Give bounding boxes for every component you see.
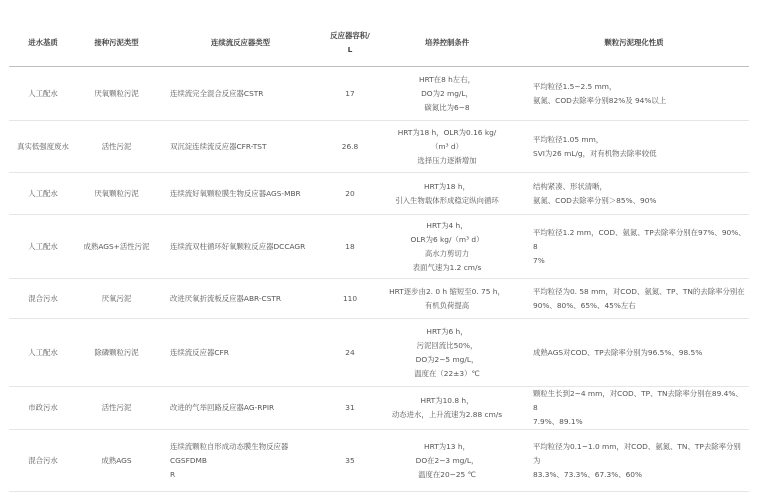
cell-matrix: 人工配水 xyxy=(9,215,77,279)
condition-line: HRT为13 h， xyxy=(424,441,470,451)
condition-line: （m³ d） xyxy=(431,141,463,151)
property-line: 平均粒径1.5~2.5 mm， xyxy=(533,81,617,91)
cell-sludge: 成熟AGS+活性污泥 xyxy=(77,215,156,279)
property-line: 平均粒径1.2 mm，COD、氨氮、TP去除率分别在97%、90%、8 xyxy=(533,227,746,251)
property-line: 7.9%、89.1% xyxy=(533,417,583,426)
cell-properties xyxy=(519,279,749,319)
cell-conditions xyxy=(375,319,519,387)
reactor-line: 连续流好氧颗粒膜生物反应器AGS-MBR xyxy=(170,188,301,198)
condition-line: DO在2~3 mg/L， xyxy=(415,455,479,465)
data-table xyxy=(9,20,749,492)
cell-conditions xyxy=(375,121,519,173)
table-row xyxy=(9,67,749,121)
table-row xyxy=(9,173,749,215)
cell-volume: 110 xyxy=(325,279,375,319)
reactor-line: 连续流反应器CFR xyxy=(170,347,229,357)
cell-reactor xyxy=(156,387,325,430)
condition-line: 引入生物载体形成稳定纵向循环 xyxy=(395,195,499,205)
table-row xyxy=(9,215,749,279)
header-volume-line1: 反应器容积/ xyxy=(330,31,370,40)
reactor-line: 连续流双柱循环好氧颗粒反应器DCCAGR xyxy=(170,241,306,251)
cell-conditions xyxy=(375,67,519,121)
cell-volume: 18 xyxy=(325,215,375,279)
cell-properties xyxy=(519,215,749,279)
cell-properties xyxy=(519,173,749,215)
cell-sludge: 厌氧污泥 xyxy=(77,279,156,319)
reactor-line: 连续流颗粒自形成动态膜生物反应器CGSFDMB xyxy=(170,441,289,465)
table-row xyxy=(9,279,749,319)
header-properties: 颗粒污泥理化性质 xyxy=(519,20,749,67)
cell-properties xyxy=(519,67,749,121)
condition-line: 有机负荷提高 xyxy=(424,300,470,310)
cell-conditions xyxy=(375,387,519,430)
property-line: 平均粒径为0. 58 mm，对COD、氨氮、TP、TN的去除率分别在 xyxy=(533,286,745,296)
cell-sludge: 成熟AGS xyxy=(77,430,156,492)
condition-line: 温度在（22±3）℃ xyxy=(414,368,480,378)
cell-volume: 17 xyxy=(325,67,375,121)
cell-properties xyxy=(519,430,749,492)
condition-line: 表面气速为1.2 cm/s xyxy=(412,262,482,272)
header-volume xyxy=(325,20,375,67)
condition-line: HRT为18 h，OLR为0.16 kg/ xyxy=(397,127,497,137)
cell-volume: 20 xyxy=(325,173,375,215)
cell-reactor xyxy=(156,173,325,215)
cell-conditions xyxy=(375,215,519,279)
condition-line: HRT为6 h， xyxy=(426,326,468,336)
property-line: 结构紧凑、形状清晰， xyxy=(533,181,607,191)
condition-line: 温度在20~25 ℃ xyxy=(418,469,476,479)
table-row xyxy=(9,319,749,387)
cell-reactor xyxy=(156,67,325,121)
cell-matrix: 真实低强度废水 xyxy=(9,121,77,173)
condition-line: DO为2~5 mg/L， xyxy=(415,354,479,364)
header-sludge: 接种污泥类型 xyxy=(77,20,156,67)
reactor-line: 双沉淀连续流反应器CFR-TST xyxy=(170,141,267,151)
property-line: 成熟AGS对COD、TP去除率分别为96.5%、98.5% xyxy=(533,347,703,357)
cell-matrix: 市政污水 xyxy=(9,387,77,430)
condition-line: HRT为10.8 h， xyxy=(420,396,474,405)
property-line: 90%、80%、65%、45%左右 xyxy=(533,300,636,310)
condition-line: OLR为6 kg/（m³ d） xyxy=(410,234,484,244)
reactor-line: 改进的气举回路反应器AG-RPIR xyxy=(170,403,275,412)
reactor-line: 改进厌氧折流板反应器ABR-CSTR xyxy=(170,293,282,303)
cell-reactor xyxy=(156,121,325,173)
table-body xyxy=(9,67,749,492)
table-row xyxy=(9,387,749,430)
condition-line: HRT逐步由2. 0 h 缩短至0. 75 h， xyxy=(389,286,505,296)
reactor-line: 连续流完全混合反应器CSTR xyxy=(170,88,264,98)
cell-volume: 24 xyxy=(325,319,375,387)
cell-sludge: 活性污泥 xyxy=(77,387,156,430)
condition-line: DO为2 mg/L， xyxy=(421,88,473,98)
property-line: 氨氮、COD去除率分别＞85%、90% xyxy=(533,195,657,205)
header-matrix: 进水基质 xyxy=(9,20,77,67)
cell-sludge: 厌氧颗粒污泥 xyxy=(77,173,156,215)
property-line: SVI为26 mL/g，对有机物去除率较低 xyxy=(533,148,657,158)
cell-conditions xyxy=(375,430,519,492)
reactor-line: R xyxy=(170,469,176,479)
condition-line: 选择压力逐渐增加 xyxy=(417,155,477,165)
property-line: 平均粒径1.05 mm， xyxy=(533,134,604,144)
condition-line: 碳氮比为6~8 xyxy=(424,102,470,112)
property-line: 平均粒径为0.1~1.0 mm，对COD、氨氮、TN、TP去除率分别为 xyxy=(533,441,741,465)
cell-volume: 31 xyxy=(325,387,375,430)
header-conditions: 培养控制条件 xyxy=(375,20,519,67)
header-volume-unit: L xyxy=(347,45,353,54)
condition-line: 高水力剪切力 xyxy=(424,248,470,258)
cell-properties xyxy=(519,121,749,173)
cell-matrix: 混合污水 xyxy=(9,430,77,492)
condition-line: 动态进水，上升流速为2.88 cm/s xyxy=(391,410,503,419)
cell-reactor xyxy=(156,279,325,319)
condition-line: HRT在8 h左右， xyxy=(419,74,475,84)
property-line: 7% xyxy=(533,255,545,265)
cell-matrix: 人工配水 xyxy=(9,319,77,387)
property-line: 氨氮、COD去除率分别82%及 94%以上 xyxy=(533,95,667,105)
property-line: 颗粒生长到2~4 mm，对COD、TP、TN去除率分别在89.4%、8 xyxy=(533,389,743,412)
header-reactor: 连续流反应器类型 xyxy=(156,20,325,67)
cell-reactor xyxy=(156,319,325,387)
cell-properties xyxy=(519,387,749,430)
cell-volume: 26.8 xyxy=(325,121,375,173)
table-row xyxy=(9,121,749,173)
condition-line: HRT为4 h， xyxy=(426,220,468,230)
cell-reactor xyxy=(156,215,325,279)
cell-sludge: 除磷颗粒污泥 xyxy=(77,319,156,387)
cell-conditions xyxy=(375,173,519,215)
cell-volume: 35 xyxy=(325,430,375,492)
condition-line: HRT为18 h， xyxy=(424,181,470,191)
cell-properties xyxy=(519,319,749,387)
cell-sludge: 活性污泥 xyxy=(77,121,156,173)
cell-matrix: 人工配水 xyxy=(9,67,77,121)
table-row xyxy=(9,430,749,492)
cell-reactor xyxy=(156,430,325,492)
cell-sludge: 厌氧颗粒污泥 xyxy=(77,67,156,121)
cell-matrix: 人工配水 xyxy=(9,173,77,215)
property-line: 83.3%、73.3%、67.3%、60% xyxy=(533,469,643,479)
condition-line: 污泥回流比50%， xyxy=(416,340,478,350)
header-row xyxy=(9,20,749,67)
cell-conditions xyxy=(375,279,519,319)
cell-matrix: 混合污水 xyxy=(9,279,77,319)
